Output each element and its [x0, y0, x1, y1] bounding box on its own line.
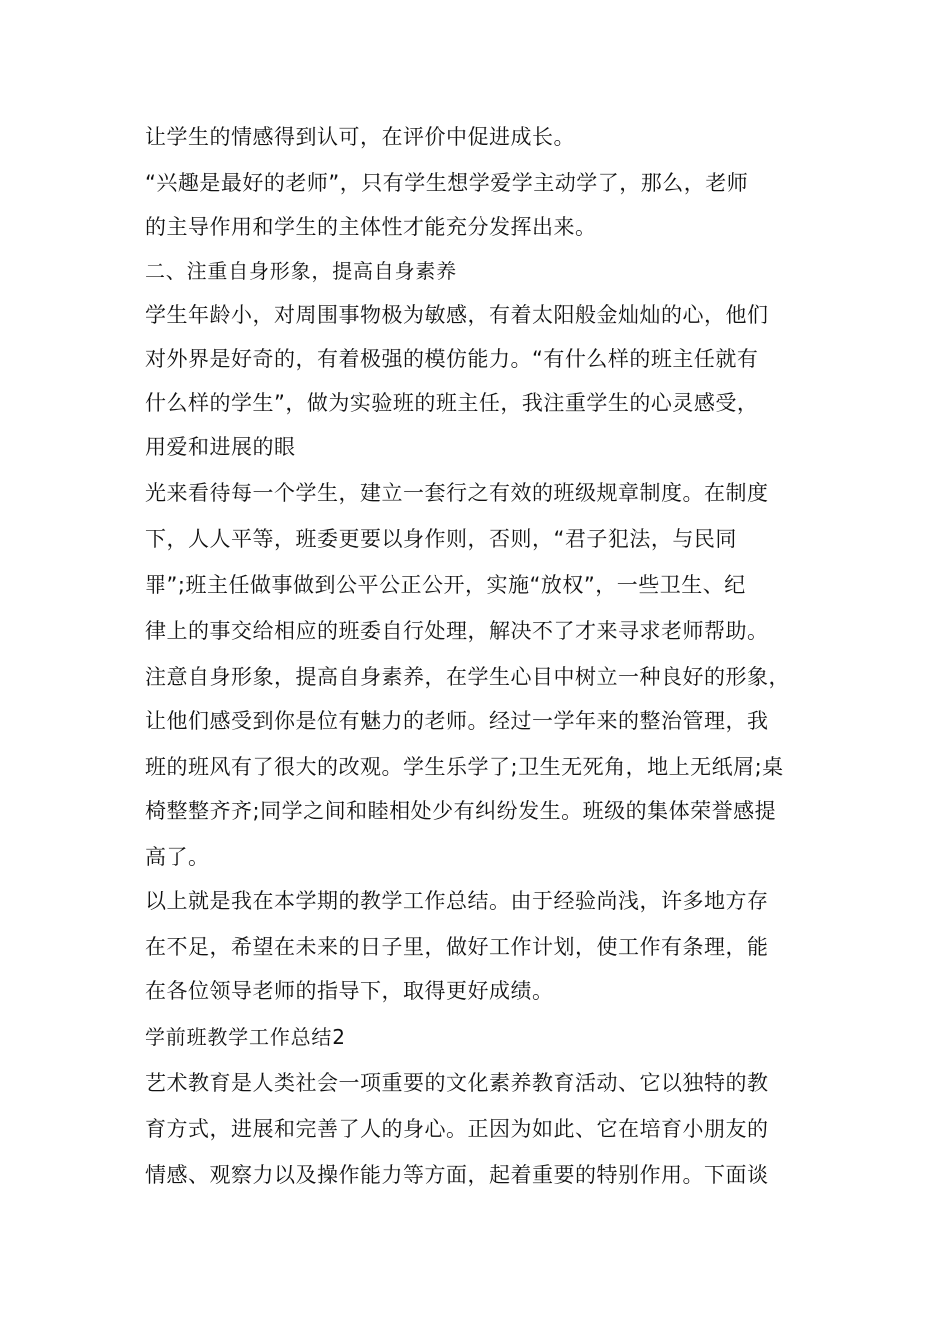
text-line-13: 注意自身形象，提高自身素养，在学生心目中树立一种良好的形象，: [145, 665, 790, 689]
text-line-23: 育方式，进展和完善了人的身心。正因为如此、它在培育小朋友的: [145, 1117, 769, 1141]
text-line-10: 下，人人平等，班委更要以身作则，否则，“君子犯法，与民同: [145, 527, 737, 551]
text-line-12: 律上的事交给相应的班委自行处理，解决不了才来寻求老师帮助。: [145, 619, 769, 643]
text-line-18: 以上就是我在本学期的教学工作总结。由于经验尚浅，许多地方存: [145, 889, 769, 913]
text-line-16: 椅整整齐齐;同学之间和睦相处少有纠纷发生。班级的集体荣誉感提: [145, 799, 777, 823]
text-line-2: “兴趣是最好的老师”，只有学生想学爱学主动学了，那么，老师: [145, 171, 749, 195]
text-line-9: 光来看待每一个学生，建立一套行之有效的班级规章制度。在制度: [145, 481, 769, 505]
text-line-8: 用爱和进展的眼: [145, 435, 296, 459]
text-line-19: 在不足，希望在未来的日子里，做好工作计划，使工作有条理，能: [145, 935, 769, 959]
text-line-22: 艺术教育是人类社会一项重要的文化素养教育活动、它以独特的教: [145, 1071, 769, 1095]
text-line-20: 在各位领导老师的指导下，取得更好成绩。: [145, 979, 554, 1003]
section-heading-2: 二、注重自身形象，提高自身素养: [145, 259, 457, 283]
text-line-14: 让他们感受到你是位有魅力的老师。经过一学年来的整治管理，我: [145, 709, 769, 733]
text-line-17: 高了。: [145, 845, 210, 869]
text-line-3: 的主导作用和学生的主体性才能充分发挥出来。: [145, 215, 597, 239]
text-line-15: 班的班风有了很大的改观。学生乐学了;卫生无死角，地上无纸屑;桌: [145, 755, 784, 779]
section-title-2: 学前班教学工作总结2: [145, 1025, 346, 1049]
text-line-7: 什么样的学生”，做为实验班的班主任，我注重学生的心灵感受，: [145, 391, 759, 415]
text-line-5: 学生年龄小，对周围事物极为敏感，有着太阳般金灿灿的心，他们: [145, 303, 769, 327]
text-line-24: 情感、观察力以及操作能力等方面，起着重要的特别作用。下面谈: [145, 1163, 769, 1187]
text-line-11: 罪”;班主任做事做到公平公正公开，实施“放权”，一些卫生、纪: [145, 573, 746, 597]
text-line-1: 让学生的情感得到认可，在评价中促进成长。: [145, 125, 575, 149]
text-line-6: 对外界是好奇的，有着极强的模仿能力。“有什么样的班主任就有: [145, 347, 759, 371]
